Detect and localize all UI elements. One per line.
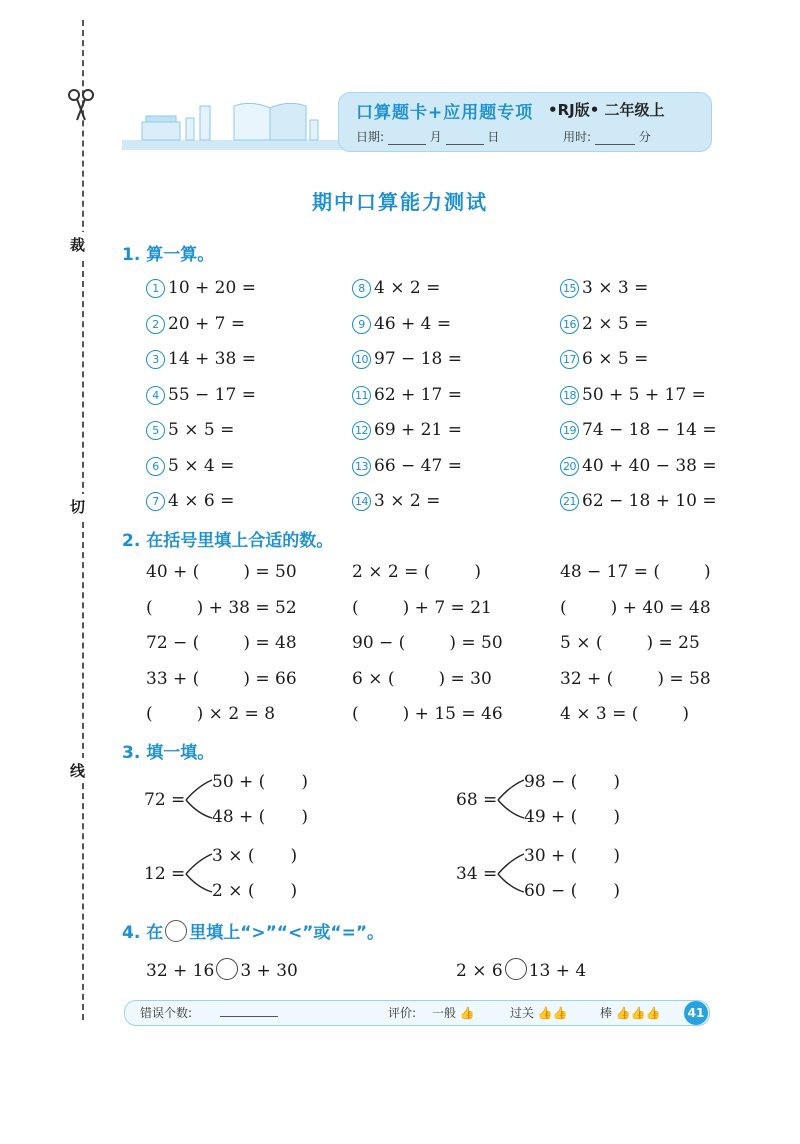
- fill-post: ): [704, 562, 711, 582]
- branch-lines: [496, 774, 526, 822]
- calc-expression: 14 + 38 =: [168, 349, 256, 369]
- fill-post: ) = 30: [438, 668, 492, 689]
- cut-label-cai: 裁: [70, 232, 85, 257]
- fill-item-14: [560, 669, 711, 689]
- fill-pre: (: [146, 704, 153, 724]
- section-4-heading: [122, 918, 384, 943]
- item-number-badge: 12: [352, 421, 371, 440]
- item-number-badge: 3: [146, 350, 165, 369]
- section-1-heading: 1. 算一算。: [122, 245, 215, 265]
- section-2-heading: 2. 在括号里填上合适的数。: [122, 531, 334, 551]
- fill-post: ) = 50: [449, 633, 503, 653]
- item-number-badge: 15: [560, 279, 579, 298]
- fill-item-6: [352, 562, 481, 582]
- item-number-badge: 7: [146, 492, 165, 511]
- branch-expression: 2 × (: [212, 881, 255, 901]
- calc-expression: 2 × 5 =: [582, 313, 649, 334]
- branch-expression: 49 + (: [524, 807, 578, 827]
- calc-item-19: [560, 420, 717, 440]
- rating-pass[interactable]: [510, 1004, 568, 1021]
- calc-item-3: [146, 349, 256, 369]
- fill-post: ) = 50: [243, 562, 297, 582]
- branch-expression: 50 + (: [212, 772, 266, 792]
- section-4-heading-tail: 里填上“>”“<”或“=”。: [189, 923, 384, 943]
- calc-item-5: [146, 420, 234, 440]
- fill-item-3: [146, 633, 297, 653]
- branch-top: [212, 846, 297, 866]
- item-number-badge: 21: [560, 492, 579, 511]
- header-date-row: [356, 128, 651, 145]
- branch-top: [524, 772, 620, 792]
- item-number-badge: 18: [560, 386, 579, 405]
- close-paren: ): [290, 846, 298, 866]
- calc-expression: 3 × 2 =: [374, 491, 441, 511]
- fill-pre: 90 − (: [352, 633, 406, 653]
- calc-item-7: [146, 491, 234, 511]
- calc-expression: 66 − 47 =: [374, 455, 462, 476]
- fill-pre: 5 × (: [560, 633, 603, 653]
- close-paren: ): [613, 881, 620, 901]
- fill-post: ) + 7 = 21: [402, 597, 492, 618]
- fill-post: ) + 40 = 48: [610, 597, 711, 618]
- date-label: 日期:: [356, 130, 385, 144]
- calc-item-12: [352, 420, 462, 440]
- branch-root: 12 =: [144, 864, 186, 884]
- item-number-badge: 13: [352, 457, 371, 476]
- fill-post: ) × 2 = 8: [196, 704, 276, 724]
- calc-item-6: [146, 456, 234, 476]
- section-4-heading-text: 4. 在: [122, 923, 164, 943]
- branch-bottom: [524, 881, 620, 901]
- calc-expression: 46 + 4 =: [374, 313, 452, 334]
- fill-pre: 33 + (: [146, 668, 200, 689]
- branch-expression: 98 − (: [524, 772, 578, 792]
- calc-expression: 40 + 40 − 38 =: [582, 455, 717, 476]
- calc-expression: 50 + 5 + 17 =: [582, 384, 706, 405]
- branch-top: [212, 772, 308, 792]
- compare-circle-blank[interactable]: [216, 958, 238, 980]
- calc-item-10: [352, 349, 462, 369]
- fill-post: ) + 38 = 52: [196, 597, 297, 618]
- rating-normal-label: 一般: [432, 1006, 457, 1020]
- item-number-badge: 9: [352, 315, 371, 334]
- rating-pass-label: 过关: [510, 1006, 535, 1020]
- calc-expression: 3 × 3 =: [582, 278, 649, 298]
- calc-expression: 20 + 7 =: [168, 313, 246, 334]
- fill-pre: 72 − (: [146, 633, 200, 653]
- fill-post: ) = 66: [243, 668, 297, 689]
- item-number-badge: 17: [560, 350, 579, 369]
- fill-item-7: [352, 598, 492, 618]
- month-label: 月: [429, 130, 442, 144]
- calc-expression: 6 × 5 =: [582, 349, 649, 369]
- item-number-badge: 6: [146, 457, 165, 476]
- scissors-icon: [66, 88, 96, 122]
- calc-expression: 55 − 17 =: [168, 384, 256, 405]
- time-blank[interactable]: [595, 132, 635, 145]
- branch-expression: 60 − (: [524, 881, 578, 901]
- rating-normal[interactable]: [432, 1004, 475, 1021]
- fill-pre: (: [352, 704, 359, 724]
- calc-item-2: [146, 314, 245, 334]
- fill-pre: 32 + (: [560, 668, 614, 689]
- item-number-badge: 11: [352, 386, 371, 405]
- fill-pre: (: [352, 597, 359, 618]
- fill-post: ) = 25: [646, 633, 700, 653]
- section-3-heading: 3. 填一填。: [122, 743, 215, 763]
- calc-item-4: [146, 385, 256, 405]
- fill-item-8: [352, 633, 503, 653]
- thumb-icon: 👍👍: [537, 1006, 568, 1020]
- fill-item-4: [146, 669, 297, 689]
- fill-item-2: [146, 598, 297, 618]
- branch-top: [524, 846, 620, 866]
- item-number-badge: 5: [146, 421, 165, 440]
- calc-item-17: [560, 349, 648, 369]
- calc-item-20: [560, 456, 717, 476]
- calc-item-16: [560, 314, 648, 334]
- calc-expression: 4 × 6 =: [168, 491, 235, 511]
- calc-expression: 10 + 20 =: [168, 278, 256, 298]
- cut-line: [82, 20, 84, 1020]
- calc-expression: 62 + 17 =: [374, 384, 462, 405]
- item-number-badge: 20: [560, 457, 579, 476]
- item-number-badge: 19: [560, 421, 579, 440]
- item-number-badge: 14: [352, 492, 371, 511]
- branch-expression: 48 + (: [212, 807, 266, 827]
- close-paren: ): [613, 772, 620, 792]
- calc-item-8: [352, 278, 440, 298]
- branch-lines: [496, 848, 526, 896]
- page-title: 期中口算能力测试: [312, 190, 488, 214]
- compare-left: 2 × 6: [456, 961, 503, 981]
- rating-great[interactable]: [600, 1004, 661, 1021]
- calc-item-14: [352, 491, 440, 511]
- thumb-icon: 👍: [459, 1006, 475, 1020]
- close-paren: ): [290, 881, 298, 901]
- calc-expression: 97 − 18 =: [374, 349, 462, 369]
- calc-item-18: [560, 385, 706, 405]
- fill-pre: (: [146, 597, 153, 618]
- item-number-badge: 4: [146, 386, 165, 405]
- calc-expression: 5 × 5 =: [168, 420, 235, 440]
- month-blank[interactable]: [388, 132, 426, 145]
- compare-item-1: [146, 958, 298, 981]
- fill-item-9: [352, 669, 492, 689]
- fill-item-1: [146, 562, 297, 582]
- fill-item-15: [560, 704, 689, 724]
- close-paren: ): [613, 846, 620, 866]
- item-number-badge: 10: [352, 350, 371, 369]
- calc-expression: 5 × 4 =: [168, 455, 235, 476]
- branch-root: 72 =: [144, 790, 186, 810]
- time-label: 用时:: [563, 130, 592, 144]
- branch-lines: [184, 848, 214, 896]
- branch-root: 34 =: [456, 864, 498, 884]
- fill-item-11: [560, 562, 711, 582]
- fill-pre: 48 − 17 = (: [560, 562, 660, 582]
- branch-lines: [184, 774, 214, 822]
- fill-post: ): [474, 562, 482, 582]
- fill-pre: 4 × 3 = (: [560, 704, 639, 724]
- errors-blank[interactable]: [220, 1008, 278, 1017]
- day-label: 日: [487, 130, 500, 144]
- calc-item-15: [560, 278, 648, 298]
- close-paren: ): [301, 772, 308, 792]
- fill-post: ): [682, 704, 690, 724]
- calc-expression: 62 − 18 + 10 =: [582, 491, 717, 511]
- fill-post: ) = 48: [243, 633, 297, 653]
- branch-expression: 30 + (: [524, 846, 578, 866]
- calc-item-21: [560, 491, 717, 511]
- calc-expression: 4 × 2 =: [374, 278, 441, 298]
- circle-icon: [165, 920, 187, 942]
- header-illustration: [122, 100, 342, 152]
- header-edition: •RJ版• 二年级上: [548, 101, 665, 119]
- branch-root: 68 =: [456, 790, 498, 810]
- fill-item-5: [146, 704, 275, 724]
- fill-item-13: [560, 633, 700, 653]
- rating-label: 评价:: [388, 1006, 417, 1020]
- header-title: 口算题卡+应用题专项: [356, 103, 534, 123]
- fill-post: ) + 15 = 46: [402, 704, 503, 724]
- compare-right: 13 + 4: [528, 961, 587, 981]
- cut-label-xian: 线: [70, 758, 85, 783]
- fill-item-10: [352, 704, 503, 724]
- branch-expression: 3 × (: [212, 846, 255, 866]
- compare-item-2: [456, 958, 586, 981]
- calc-item-9: [352, 314, 451, 334]
- compare-left: 32 + 16: [146, 961, 215, 981]
- item-number-badge: 1: [146, 279, 165, 298]
- fill-item-12: [560, 598, 711, 618]
- fill-pre: 40 + (: [146, 562, 200, 582]
- fill-pre: (: [560, 597, 567, 618]
- minute-label: 分: [638, 130, 651, 144]
- fill-pre: 6 × (: [352, 668, 395, 689]
- branch-bottom: [212, 881, 297, 901]
- item-number-badge: 2: [146, 315, 165, 334]
- calc-item-1: [146, 278, 256, 298]
- compare-right: 3 + 30: [240, 961, 298, 981]
- calc-item-11: [352, 385, 462, 405]
- calc-item-13: [352, 456, 462, 476]
- fill-pre: 2 × 2 = (: [352, 562, 431, 582]
- cut-label-qie: 切: [70, 494, 85, 519]
- fill-post: ) = 58: [657, 668, 711, 689]
- calc-expression: 69 + 21 =: [374, 420, 462, 440]
- compare-circle-blank[interactable]: [505, 958, 527, 980]
- calc-expression: 74 − 18 − 14 =: [582, 420, 717, 440]
- close-paren: ): [613, 807, 620, 827]
- day-blank[interactable]: [446, 132, 484, 145]
- errors-label: 错误个数:: [140, 1006, 193, 1020]
- branch-bottom: [524, 807, 620, 827]
- item-number-badge: 8: [352, 279, 371, 298]
- thumb-icon: 👍👍👍: [615, 1006, 661, 1020]
- close-paren: ): [301, 807, 308, 827]
- rating-great-label: 棒: [600, 1006, 613, 1020]
- branch-bottom: [212, 807, 308, 827]
- item-number-badge: 16: [560, 315, 579, 334]
- page-number: 41: [684, 1001, 708, 1025]
